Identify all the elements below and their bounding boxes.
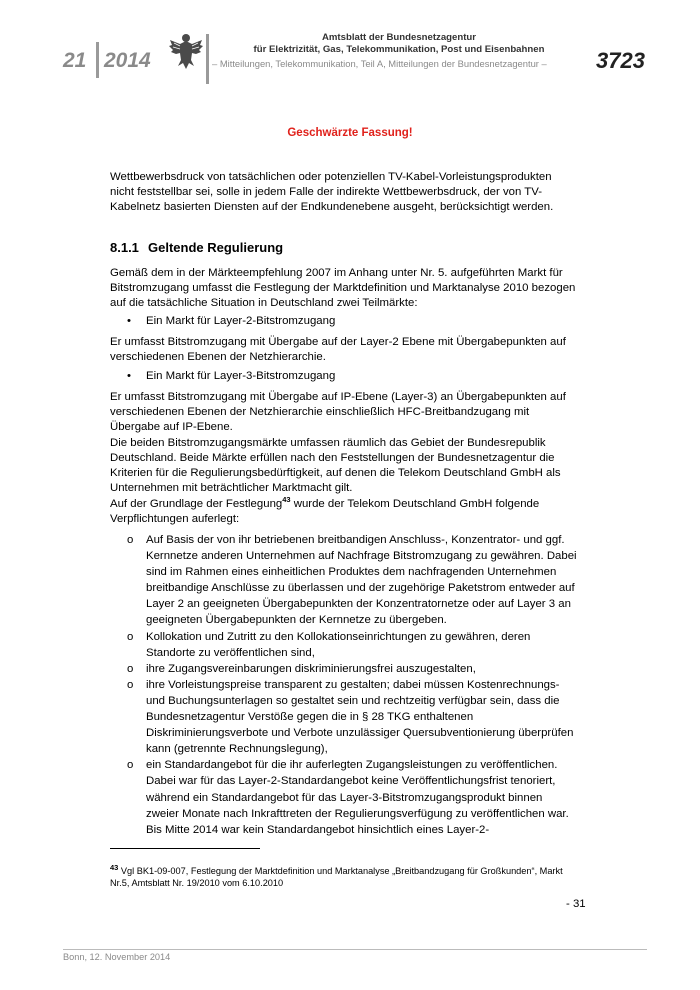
text-line: Dabei war für das Layer-2-Standardangebot keine Veröffentlichungsfrist tenoriert, bbox=[146, 775, 556, 788]
footnote bbox=[110, 862, 590, 889]
section-heading bbox=[110, 240, 283, 255]
paragraph-3 bbox=[110, 390, 580, 435]
text-line: verschiedenen Ebenen der Netzhierarchie einschließlich HFC-Breitbandzugang mit bbox=[110, 406, 530, 418]
paragraph-1 bbox=[110, 266, 580, 311]
text-line: Er umfasst Bitstromzugang mit Übergabe auf der Layer-2 Ebene mit Übergabepunkten auf bbox=[110, 336, 566, 348]
text-line: Diskriminierungsverbote und Verbote unzulässiger Quersubventionierung überprüfen bbox=[146, 727, 574, 740]
footnote-separator bbox=[110, 848, 260, 849]
header-divider-2 bbox=[206, 34, 209, 84]
footer-divider bbox=[63, 949, 647, 950]
text-line: Kollokation und Zutritt zu den Kollokationseinrichtungen zu gewähren, deren bbox=[146, 630, 531, 643]
issue-number: 21 bbox=[63, 49, 87, 72]
text-line: Bitstromzugang umfasst die Festlegung der Marktdefinition und Marktanalyse 2010 bezogen bbox=[110, 282, 576, 294]
text-line: auf die tatsächliche Situation in Deutschland zwei Teilmärkte: bbox=[110, 297, 418, 309]
text-run: Auf der Grundlage der Festlegung bbox=[110, 498, 283, 510]
list-item bbox=[127, 677, 597, 757]
footnote-number: 43 bbox=[110, 862, 119, 872]
list-marker: o bbox=[127, 534, 134, 546]
footnote-text: Vgl BK1-09-007, Festlegung der Marktdefinition und Marktanalyse „Breitbandzugang für Großkunden“, Markt bbox=[118, 866, 563, 876]
bullet-marker: • bbox=[127, 315, 131, 327]
section-number: 8.1.1 bbox=[110, 240, 139, 255]
obligations-list bbox=[127, 532, 597, 838]
gazette-page-number: 3723 bbox=[596, 48, 645, 73]
paragraph-5 bbox=[110, 497, 580, 527]
text-line: Gemäß dem in der Märkteempfehlung 2007 im Anhang unter Nr. 5. aufgeführten Markt für bbox=[110, 267, 563, 279]
section-title: Geltende Regulierung bbox=[148, 240, 284, 255]
footnote-line: Nr.5, Amtsblatt Nr. 19/2010 vom 6.10.2010 bbox=[110, 878, 284, 888]
list-item bbox=[127, 661, 597, 677]
text-line: zweier Monate nach Inkrafttreten der Regulierungsverfügung zu veröffentlichen war. bbox=[146, 807, 569, 820]
text-line: Bis Mitte 2014 war kein Standardangebot hinsichtlich eines Layer-2- bbox=[146, 823, 490, 836]
issue-year: 2014 bbox=[104, 49, 151, 72]
text-line: ihre Zugangsvereinbarungen diskriminierungsfrei auszugestalten, bbox=[146, 662, 476, 675]
list-item bbox=[127, 532, 597, 629]
text-line: nicht feststellbar sei, solle in jedem Falle der indirekte Wettbewerbsdruck, der von TV- bbox=[110, 186, 542, 198]
intro-paragraph bbox=[110, 170, 580, 215]
paragraph-4 bbox=[110, 436, 580, 496]
footnote-ref[interactable]: 43 bbox=[282, 495, 291, 505]
gazette-title-line1: Amtsblatt der Bundesnetzagentur bbox=[321, 32, 477, 43]
text-line: kann (getrennte Rechnungslegung), bbox=[146, 743, 328, 756]
text-line: Übergabe auf IP-Ebene. bbox=[110, 421, 233, 433]
list-marker: o bbox=[127, 630, 134, 643]
bullet-text: Ein Markt für Layer-3-Bitstromzugang bbox=[146, 370, 336, 382]
document-page-number: - 31 bbox=[566, 898, 586, 910]
text-line: verschiedenen Ebenen der Netzhierarchie. bbox=[110, 351, 326, 363]
redaction-note: Geschwärzte Fassung! bbox=[287, 127, 413, 139]
text-run: wurde der Telekom Deutschland GmbH folgende bbox=[290, 498, 540, 510]
text-line: ein Standardangebot für die ihr auferlegten Zugangsleistungen zu veröffentlichen. bbox=[146, 759, 558, 772]
text-line: Die beiden Bitstromzugangsmärkte umfassen räumlich das Gebiet der Bundesrepublik bbox=[110, 437, 546, 449]
federal-eagle-icon bbox=[168, 32, 204, 70]
bullet-marker: • bbox=[127, 370, 131, 382]
bullet-text: Ein Markt für Layer-2-Bitstromzugang bbox=[146, 315, 336, 327]
text-line: geeigneten Übergabepunkten der Kernnetze zu übergeben. bbox=[146, 614, 447, 627]
text-line: Deutschland. Beide Märkte erfüllen nach den Feststellungen der Bundesnetzagentur die bbox=[110, 452, 555, 464]
footer-date: Bonn, 12. November 2014 bbox=[63, 952, 171, 962]
text-line: Bundesnetzagentur Verstöße gegen die in § 28 TKG enthaltenen bbox=[146, 711, 474, 724]
text-line: während ein Standardangebot für das Layer-3-Bitstromzugangsprodukt binnen bbox=[146, 791, 543, 804]
footnote-line bbox=[110, 862, 590, 877]
gazette-title-line2: für Elektrizität, Gas, Telekommunikation, Post und Eisenbahnen bbox=[253, 44, 545, 55]
text-line: Auf Basis der von ihr betriebenen breitbandigen Anschluss-, Konzentrator- und ggf. bbox=[146, 534, 565, 546]
list-item bbox=[127, 757, 597, 837]
text-line: sind im Rahmen eines einheitlichen Produktes dem nachfragenden Unternehmen bbox=[146, 566, 557, 579]
list-marker: o bbox=[127, 678, 134, 691]
text-line: Kriterien für die Regulierungsbedürftigkeit, auf denen die Telekom Deutschland GmbH als bbox=[110, 467, 561, 479]
text-line: Er umfasst Bitstromzugang mit Übergabe auf IP-Ebene (Layer-3) an Übergabepunkten auf bbox=[110, 391, 566, 403]
text-line: ihre Vorleistungspreise transparent zu gestalten; dabei müssen Kostenrechnungs- bbox=[146, 678, 560, 691]
list-item bbox=[127, 629, 597, 661]
text-line: Verpflichtungen auferlegt: bbox=[110, 513, 240, 525]
text-line: Unternehmen mit beträchtlicher Marktmacht gilt. bbox=[110, 482, 353, 494]
gazette-subtitle: – Mitteilungen, Telekommunikation, Teil A, Mitteilungen der Bundesnetzagentur – bbox=[212, 58, 547, 69]
text-line: Wettbewerbsdruck von tatsächlichen oder potenziellen TV-Kabel-Vorleistungsprodukten bbox=[110, 171, 552, 183]
text-line: Kernnetze anderen Unternehmen auf Nachfrage Bitstromzugang zu gewähren. Dabei bbox=[146, 550, 577, 563]
text-line bbox=[110, 497, 580, 512]
gazette-title bbox=[214, 32, 584, 56]
text-line: und Buchungsunterlagen so gestaltet sein und rechtzeitig verfügbar sein, dass die bbox=[146, 694, 560, 707]
header-divider bbox=[96, 42, 99, 78]
list-marker: o bbox=[127, 662, 134, 675]
paragraph-2 bbox=[110, 335, 580, 365]
text-line: Kabelnetz basierten Diensten auf der Endkundenebene ausgeht, berücksichtigt werden. bbox=[110, 201, 554, 213]
text-line: Layer 2 an geeigneten Übergabepunkten der Konzentratornetze oder auf Layer 3 an bbox=[146, 598, 571, 611]
text-line: breitbandige Anschlüsse zu überlassen und der zugehörige Paketstrom entweder auf bbox=[146, 582, 575, 595]
text-line: Standorte zu veröffentlichen sind, bbox=[146, 646, 315, 659]
list-marker: o bbox=[127, 759, 134, 772]
